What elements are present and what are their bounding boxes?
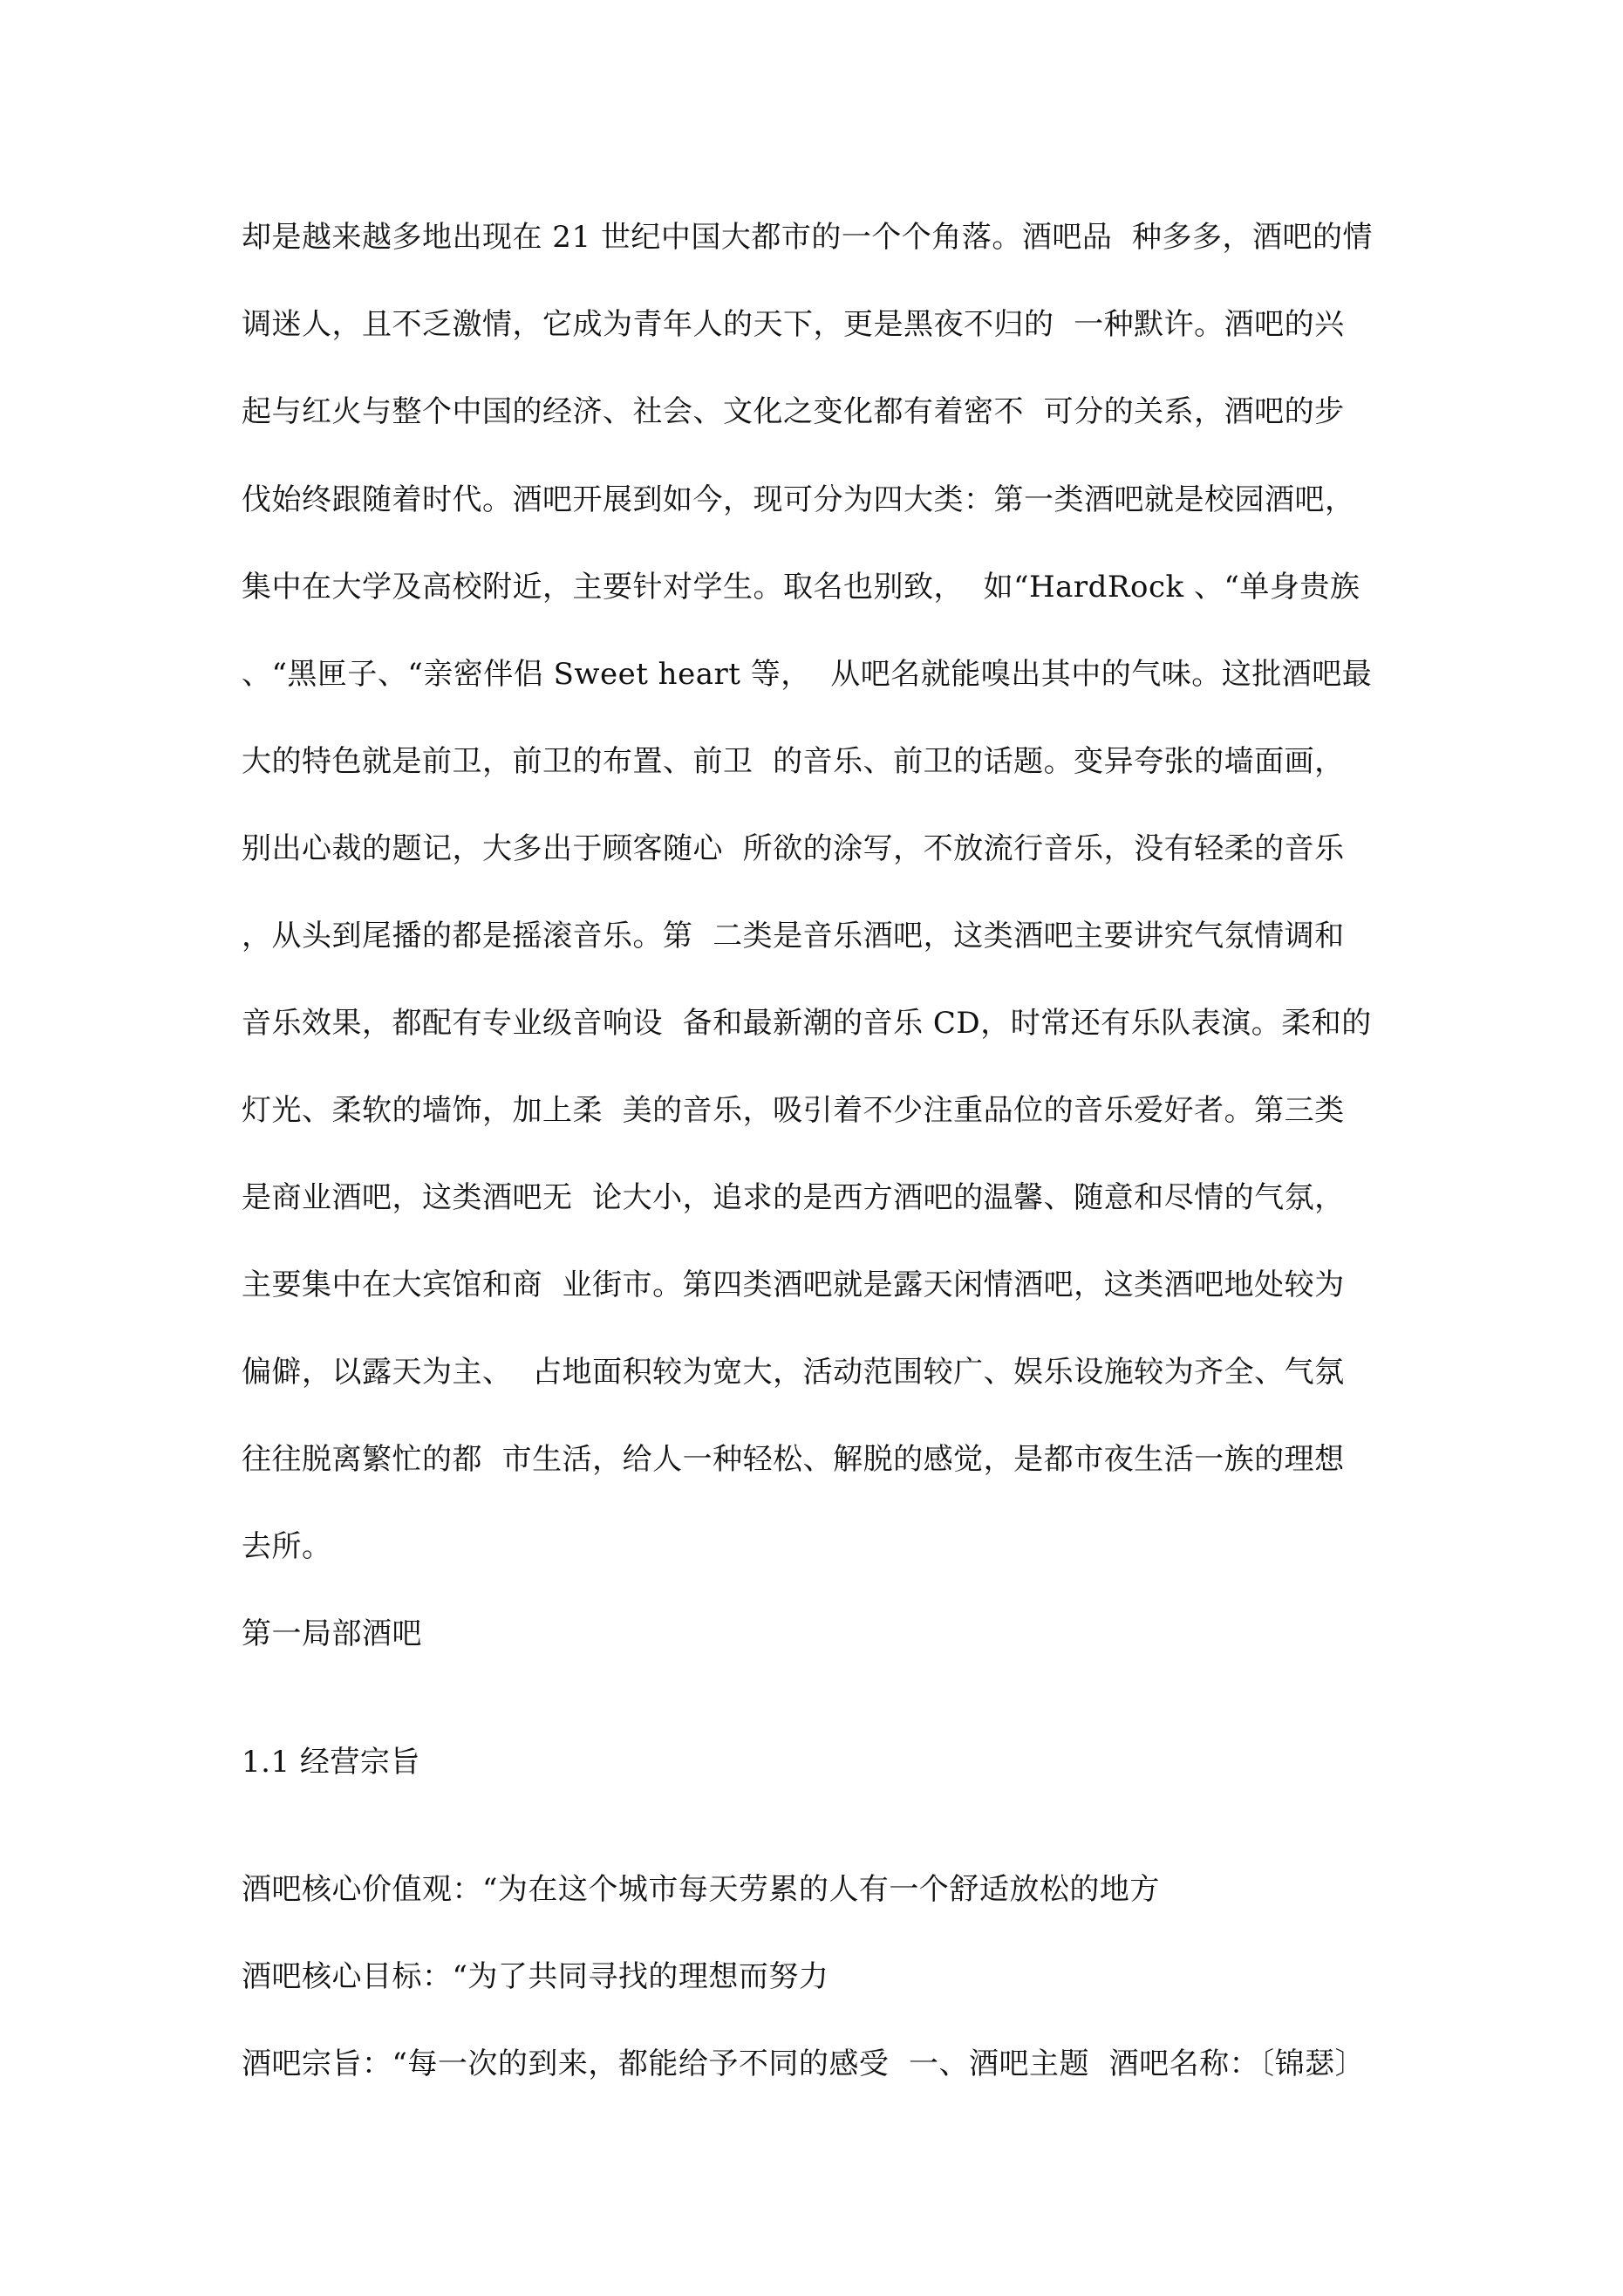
paragraph-line: ，从头到尾播的都是摇滚音乐。第 二类是音乐酒吧，这类酒吧主要讲究气氛情调和	[242, 919, 1345, 953]
paragraph-line: 是商业酒吧，这类酒吧无 论大小，追求的是西方酒吧的温馨、随意和尽情的气氛，	[242, 1180, 1345, 1215]
subsection-heading: 1.1 经营宗旨	[242, 1745, 420, 1780]
section-heading: 第一局部酒吧	[242, 1616, 422, 1651]
paragraph-line: 却是越来越多地出现在 21 世纪中国大都市的一个个角落。酒吧品 种多多，酒吧的情	[242, 220, 1373, 255]
paragraph-line: 调迷人，且不乏激情，它成为青年人的天下，更是黑夜不归的 一种默许。酒吧的兴	[242, 307, 1345, 342]
paragraph-line: 音乐效果，都配有专业级音响设 备和最新潮的音乐 CD，时常还有乐队表演。柔和的	[242, 1006, 1372, 1041]
paragraph-line: 、“黑匣子、“亲密伴侣 Sweet heart 等， 从吧名就能嗅出其中的气味。这批酒吧最	[242, 657, 1373, 692]
paragraph-line: 去所。	[242, 1529, 332, 1564]
paragraph-line: 往往脱离繁忙的都 市生活，给人一种轻松、解脱的感觉，是都市夜生活一族的理想	[242, 1442, 1345, 1477]
paragraph-line: 集中在大学及高校附近，主要针对学生。取名也别致， 如“HardRock 、“单身贵族	[242, 570, 1360, 605]
paragraph-line: 大的特色就是前卫，前卫的布置、前卫 的音乐、前卫的话题。变异夸张的墙面画，	[242, 744, 1345, 779]
core-value-line: 酒吧核心价值观：“为在这个城市每天劳累的人有一个舒适放松的地方	[242, 1872, 1160, 1907]
paragraph-line: 别出心裁的题记，大多出于顾客随心 所欲的涂写，不放流行音乐，没有轻柔的音乐	[242, 831, 1345, 866]
paragraph-line: 灯光、柔软的墙饰，加上柔 美的音乐，吸引着不少注重品位的音乐爱好者。第三类	[242, 1093, 1345, 1128]
bar-purpose-line: 酒吧宗旨：“每一次的到来，都能给予不同的感受 一、酒吧主题 酒吧名称：〔锦瑟〕	[242, 2047, 1366, 2081]
paragraph-line: 起与红火与整个中国的经济、社会、文化之变化都有着密不 可分的关系，酒吧的步	[242, 394, 1345, 429]
core-goal-line: 酒吧核心目标：“为了共同寻找的理想而努力	[242, 1959, 829, 1994]
paragraph-line: 伐始终跟随着时代。酒吧开展到如今，现可分为四大类：第一类酒吧就是校园酒吧，	[242, 482, 1355, 517]
paragraph-line: 主要集中在大宾馆和商 业街市。第四类酒吧就是露天闲情酒吧，这类酒吧地处较为	[242, 1268, 1345, 1302]
paragraph-line: 偏僻，以露天为主、 占地面积较为宽大，活动范围较广、娱乐设施较为齐全、气氛	[242, 1355, 1345, 1390]
